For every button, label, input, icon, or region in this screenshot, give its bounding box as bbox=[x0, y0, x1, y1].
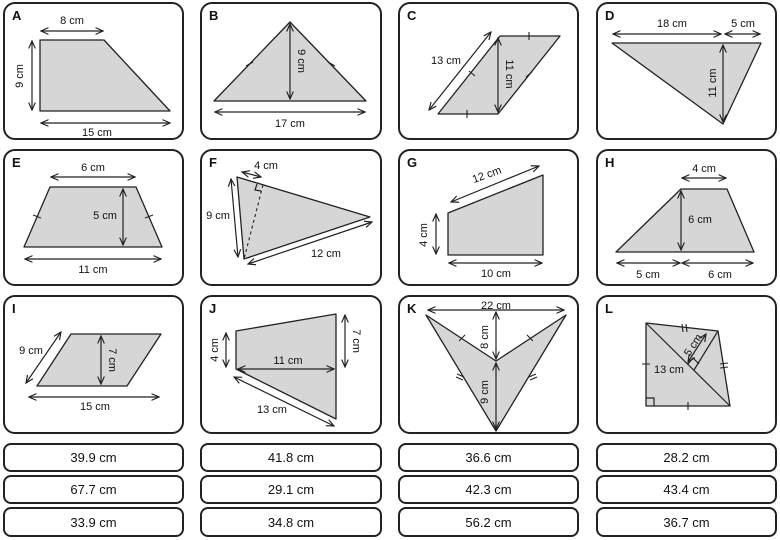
trapezium-shape bbox=[616, 189, 754, 252]
card-letter: H bbox=[605, 155, 615, 170]
card-h bbox=[596, 149, 777, 286]
label-top-left: 18 cm bbox=[657, 18, 687, 30]
label-slant: 13 cm bbox=[257, 404, 287, 416]
label-slant: 12 cm bbox=[470, 164, 504, 186]
label-slant: 9 cm bbox=[19, 345, 43, 357]
parallelogram-shape bbox=[37, 334, 161, 386]
label-top-right: 5 cm bbox=[731, 18, 755, 30]
label-upper-height: 8 cm bbox=[479, 325, 491, 349]
card-letter: K bbox=[407, 301, 417, 316]
label-lower-height: 9 cm bbox=[479, 380, 491, 404]
kite-shape bbox=[237, 177, 370, 259]
label-base: 11 cm bbox=[78, 264, 108, 276]
label-top: 8 cm bbox=[60, 15, 84, 27]
label-base: 15 cm bbox=[82, 127, 112, 139]
label-top: 4 cm bbox=[254, 160, 278, 172]
answer-box[interactable]: 36.6 cm bbox=[398, 443, 579, 472]
label-base-left: 5 cm bbox=[636, 269, 660, 281]
answer-box[interactable]: 43.4 cm bbox=[596, 475, 777, 504]
card-letter: G bbox=[407, 155, 418, 170]
label-left: 4 cm bbox=[209, 338, 221, 362]
answer-box[interactable]: 41.8 cm bbox=[200, 443, 382, 472]
label-height: 6 cm bbox=[688, 214, 712, 226]
label-bottom: 12 cm bbox=[311, 248, 341, 260]
equal-tick bbox=[456, 377, 463, 380]
card-a bbox=[3, 2, 184, 140]
label-top: 4 cm bbox=[692, 163, 716, 175]
label-left: 9 cm bbox=[206, 210, 230, 222]
label-left: 4 cm bbox=[418, 223, 430, 247]
card-d bbox=[596, 2, 777, 140]
answer-box[interactable]: 56.2 cm bbox=[398, 507, 579, 537]
card-l bbox=[596, 295, 777, 434]
label-top: 6 cm bbox=[81, 162, 105, 174]
label-diagonal: 13 cm bbox=[654, 364, 684, 376]
card-letter: C bbox=[407, 8, 417, 23]
dim-left bbox=[231, 179, 238, 257]
answer-box[interactable]: 29.1 cm bbox=[200, 475, 382, 504]
label-base: 10 cm bbox=[481, 268, 511, 280]
label-base: 15 cm bbox=[80, 401, 110, 413]
answer-box[interactable]: 42.3 cm bbox=[398, 475, 579, 504]
card-j bbox=[200, 295, 382, 434]
label-top: 22 cm bbox=[481, 300, 511, 312]
answer-box[interactable]: 39.9 cm bbox=[3, 443, 184, 472]
card-b bbox=[200, 2, 382, 140]
label-base: 17 cm bbox=[275, 118, 305, 130]
card-letter: F bbox=[209, 155, 217, 170]
answer-box[interactable]: 34.8 cm bbox=[200, 507, 382, 537]
card-letter: A bbox=[12, 8, 22, 23]
card-e bbox=[3, 149, 184, 286]
label-height: 11 cm bbox=[707, 68, 719, 98]
card-k bbox=[398, 295, 579, 434]
triangle-shape bbox=[612, 43, 761, 124]
card-letter: I bbox=[12, 301, 16, 316]
trapezium-shape bbox=[448, 175, 543, 255]
label-right: 7 cm bbox=[350, 329, 362, 353]
dim-top bbox=[242, 172, 261, 177]
card-letter: J bbox=[209, 301, 217, 316]
card-i bbox=[3, 295, 184, 434]
card-f bbox=[200, 149, 382, 286]
label-height: 11 cm bbox=[503, 59, 515, 89]
answer-box[interactable]: 28.2 cm bbox=[596, 443, 777, 472]
label-base-right: 6 cm bbox=[708, 269, 732, 281]
label-height: 7 cm bbox=[106, 348, 118, 372]
label-height: 5 cm bbox=[93, 210, 117, 222]
label-height: 9 cm bbox=[14, 64, 26, 88]
card-letter: B bbox=[209, 8, 219, 23]
card-letter: D bbox=[605, 8, 615, 23]
card-c bbox=[398, 2, 579, 140]
card-g bbox=[398, 149, 579, 286]
label-height: 9 cm bbox=[295, 49, 307, 73]
trapezium-shape bbox=[40, 40, 170, 111]
equal-tick bbox=[530, 377, 537, 380]
answer-box[interactable]: 36.7 cm bbox=[596, 507, 777, 537]
card-letter: L bbox=[605, 301, 613, 316]
answer-box[interactable]: 67.7 cm bbox=[3, 475, 184, 504]
label-slant: 13 cm bbox=[431, 55, 461, 67]
label-middle: 11 cm bbox=[273, 355, 303, 367]
answer-box[interactable]: 33.9 cm bbox=[3, 507, 184, 537]
label-perp: 5 cm bbox=[681, 332, 706, 359]
card-letter: E bbox=[12, 155, 21, 170]
